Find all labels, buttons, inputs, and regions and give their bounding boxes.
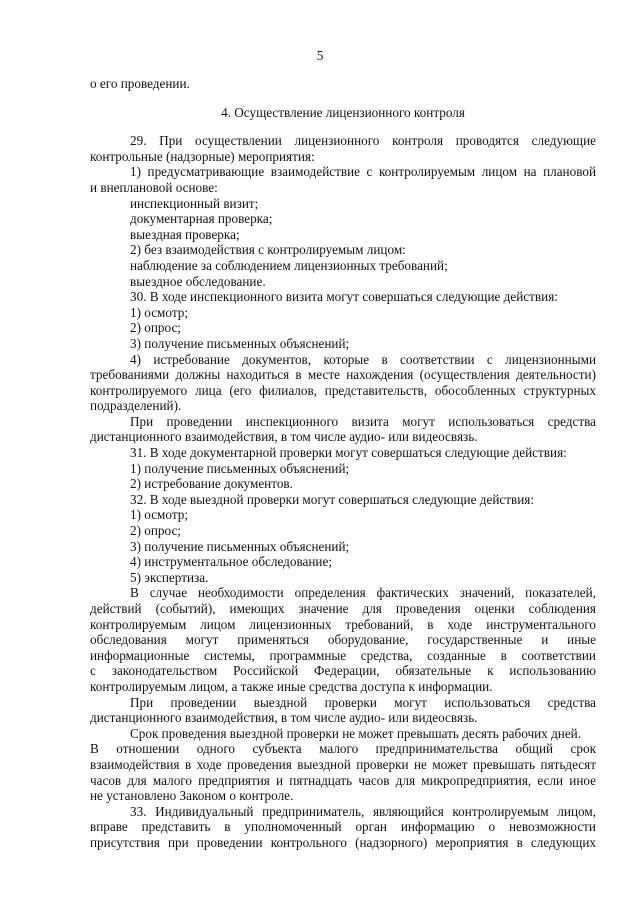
text-line: 33. Индивидуальный предприниматель, являющийся контролируемым лицом, bbox=[130, 803, 596, 819]
text-line: взаимодействия в ходе проведения выездной проверки не может превышать пятьдесят bbox=[90, 756, 596, 772]
text-line: 32. В ходе выездной проверки могут совершаться следующие действия: bbox=[130, 491, 535, 507]
text-line: присутствия при проведении контрольного (надзорного) мероприятия в следующих bbox=[90, 834, 596, 850]
text-line: обследования могут применяться оборудование, государственные и иные bbox=[90, 632, 596, 648]
paragraph-gap bbox=[90, 120, 596, 133]
page-number: 5 bbox=[316, 48, 324, 63]
text-line: контрольные (надзорные) мероприятия: bbox=[90, 148, 315, 164]
text-line: часов для малого предприятия и пятнадцать часов для микропредприятия, если иное bbox=[90, 772, 596, 788]
text-line: 31. В ходе документарной проверки могут совершаться следующие действия: bbox=[130, 445, 567, 461]
text-line: о его проведении. bbox=[90, 76, 190, 91]
text-line: и внеплановой основе: bbox=[90, 179, 218, 195]
text-line: контролируемого лица (его филиалов, представительств, обособленных структурных bbox=[90, 382, 596, 398]
text-line: 5) экспертиза. bbox=[130, 569, 209, 585]
text-line: 1) предусматривающие взаимодействие с контролируемым лицом на плановой bbox=[130, 164, 596, 180]
text-line: 3) получение письменных объяснений; bbox=[130, 538, 350, 554]
text-line: Срок проведения выездной проверки не может превышать десять рабочих дней. bbox=[130, 725, 582, 741]
text-line: При проведении инспекционного визита могут использоваться средства bbox=[130, 413, 596, 429]
text-line: 1) осмотр; bbox=[130, 304, 189, 320]
text-line: 3) получение письменных объяснений; bbox=[130, 335, 350, 351]
text-line: выездная проверка; bbox=[130, 226, 240, 242]
text-line: вправе представить в уполномоченный орган информацию о невозможности bbox=[90, 819, 596, 835]
text-line: не установлено Законом о контроле. bbox=[90, 788, 294, 804]
text-line: 4) инструментальное обследование; bbox=[130, 554, 332, 570]
text-line: При проведении выездной проверки могут использоваться средства bbox=[130, 694, 596, 710]
document-body bbox=[90, 76, 596, 851]
text-line: 1) получение письменных объяснений; bbox=[130, 460, 350, 476]
text-line: 29. При осуществлении лицензионного контроля проводятся следующие bbox=[130, 133, 596, 149]
text-line: инспекционный визит; bbox=[130, 195, 259, 211]
text-line: подразделений). bbox=[90, 398, 182, 414]
text-line: информационные системы, программные средства, созданные в соответствии bbox=[90, 647, 596, 663]
text-line: 30. В ходе инспекционного визита могут совершаться следующие действия: bbox=[130, 289, 558, 305]
text-line: наблюдение за соблюдением лицензионных требований; bbox=[130, 257, 448, 273]
text-line: 2) без взаимодействия с контролируемым лицом: bbox=[130, 242, 406, 258]
text-line: контролируемым лицом, а также иные средства доступа к информации. bbox=[90, 678, 493, 694]
text-line: контролируемым лицом лицензионных требований, в ходе инструментального bbox=[90, 616, 596, 632]
paragraph-gap bbox=[90, 92, 596, 105]
section-heading: 4. Осуществление лицензионного контроля bbox=[221, 104, 465, 120]
text-line: дистанционного взаимодействия, в том числе аудио- или видеосвязь. bbox=[90, 710, 478, 726]
text-line: документарная проверка; bbox=[130, 211, 273, 227]
text-line: 1) осмотр; bbox=[130, 507, 189, 523]
text-line: 2) истребование документов. bbox=[130, 476, 293, 492]
text-line: требованиями должны находиться в месте нахождения (осуществления деятельности) bbox=[90, 367, 596, 383]
text-line: В отношении одного субъекта малого предпринимательства общий срок bbox=[90, 741, 596, 757]
text-line: В случае необходимости определения фактических значений, показателей, bbox=[130, 585, 596, 601]
text-line: 4) истребование документов, которые в соответствии с лицензионными bbox=[130, 351, 596, 367]
text-line: дистанционного взаимодействия, в том числе аудио- или видеосвязь. bbox=[90, 429, 478, 445]
text-line: 2) опрос; bbox=[130, 523, 181, 539]
text-line: действий (событий), имеющих значение для проведения оценки соблюдения bbox=[90, 601, 596, 616]
text-line: 2) опрос; bbox=[130, 320, 181, 336]
text-line: с законодательством Российской Федерации, обязательные к использованию bbox=[90, 663, 596, 679]
text-line: выездное обследование. bbox=[130, 273, 266, 289]
